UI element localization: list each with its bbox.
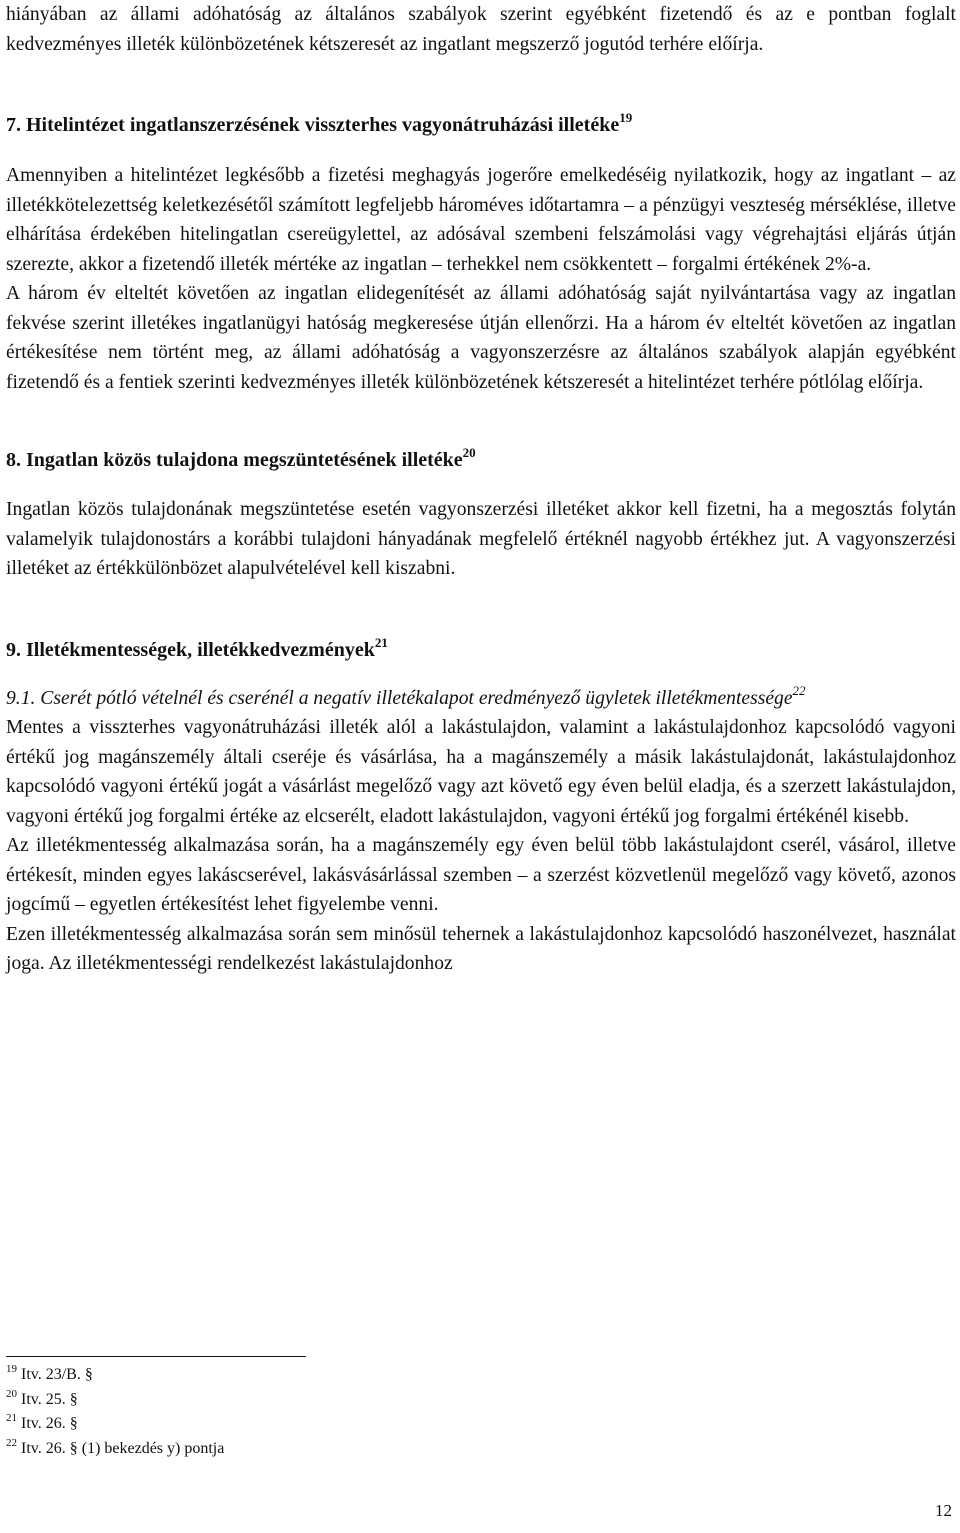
footnote-divider: [6, 1356, 306, 1357]
section-9-paragraph-3: Ezen illetékmentesség alkalmazása során sem minősül tehernek a lakástulajdonhoz kapcsolódó haszonélvezet, használat joga. Az illetékmentességi rendelkezést lakástulajdonhoz: [6, 923, 956, 974]
footnote-text: Itv. 23/B. §: [21, 1366, 93, 1383]
footnote-number: 21: [6, 1412, 17, 1424]
section-7-paragraph-1: Amennyiben a hitelintézet legkésőbb a fizetési meghagyás jogerőre emelkedéséig nyilatkozik, hogy az ingatlant – az illetékkötelezettség keletkezésétől számított legfeljebb hároméves időtartamra – a pénzügyi veszteség mérséklése, illetve elhárítása érdekében hitelingatlan csereügylettel, az adósával szembeni felszámolási vagy végrehajtási eljárás útján szerezte, akkor a fizetendő illeték mértéke az ingatlan – terhekkel nem csökkentett – forgalmi értékének 2%-a.: [6, 165, 956, 275]
document-page: [6, 0, 956, 979]
footnote-ref-20: 20: [462, 445, 476, 460]
footnote-21: [6, 1412, 606, 1437]
subsection-9-1-heading: [6, 684, 956, 714]
footnote-22: [6, 1437, 606, 1462]
section-9-paragraph-2: Az illetékmentesség alkalmazása során, ha a magánszemély egy éven belül több lakástulajdont cserél, vásárol, illetve értékesít, minden egyes lakáscserével, lakásvásárlással szemben – a szerzést közvetlenül megelőző vagy követő, azonos jogcímű – egyetlen értékesítést lehet figyelembe venni.: [6, 835, 956, 915]
footnote-19: [6, 1363, 606, 1388]
section-7-heading-text: 7. Hitelintézet ingatlanszerzésének visszterhes vagyonátruházási illetéke: [6, 114, 620, 136]
footnote-20: [6, 1388, 606, 1413]
section-7-paragraph-2: A három év elteltét követően az ingatlan elidegenítését az állami adóhatóság saját nyilvántartása vagy az ingatlan fekvése szerint illetékes ingatlanügyi hatóság megkeresése útján ellenőrzi. Ha a három év elteltét követően az ingatlan értékesítése nem történt meg, az állami adóhatóság a vagyonszerzésre az általános szabályok alapján egyébként fizetendő és a fentiek szerinti kedvezményes illeték különbözetének kétszeresét a hitelintézet terhére pótlólag előírja.: [6, 283, 956, 393]
footnote-ref-22: 22: [792, 682, 806, 698]
footnote-text: Itv. 26. § (1) bekezdés y) pontja: [21, 1439, 225, 1457]
section-9-heading-text: 9. Illetékmentességek, illetékkedvezmények: [6, 638, 375, 661]
section-8-heading-text: 8. Ingatlan közös tulajdona megszüntetésének illetéke: [6, 449, 463, 471]
footnote-ref-21: 21: [374, 634, 388, 650]
footnote-number: 20: [6, 1387, 17, 1400]
footnote-text: Itv. 25. §: [21, 1390, 78, 1408]
footnotes: [6, 1356, 606, 1461]
footnote-text: Itv. 26. §: [21, 1415, 78, 1432]
footnote-number: 19: [6, 1363, 17, 1375]
intro-paragraph: hiányában az állami adóhatóság az általános szabályok szerint egyébként fizetendő és az e pontban foglalt kedvezményes illeték különbözetének kétszeresét az ingatlant megszerző jogutód terhére előírja.: [6, 4, 956, 55]
subsection-9-1-heading-text: 9.1. Cserét pótló vételnél és cserénél a negatív illetékalapot eredményező ügyletek illetékmentessége: [6, 687, 793, 709]
section-9-heading: [6, 635, 956, 665]
section-7-heading: [6, 110, 956, 140]
section-8-heading: [6, 445, 956, 475]
section-8-paragraph-1: Ingatlan közös tulajdonának megszüntetése esetén vagyonszerzési illetéket akkor kell fizetni, ha a megosztás folytán valamelyik tulajdonostárs a korábbi tulajdoni hányadának megfelelő értéknél nagyobb értékhez jut. A vagyonszerzési illetéket az értékkülönbözet alapulvételével kell kiszabni.: [6, 499, 956, 579]
page-number: 12: [935, 1501, 952, 1520]
footnote-ref-19: 19: [619, 110, 633, 125]
footnote-number: 22: [6, 1436, 17, 1449]
section-9-paragraph-1: Mentes a visszterhes vagyonátruházási illeték alól a lakástulajdon, valamint a lakástulajdonhoz kapcsolódó vagyoni értékű jog magánszemély általi cseréje és vásárlása, ha a magánszemély a másik lakástulajdonát, lakástulajdonhoz kapcsolódó vagyoni értékű jogát a vásárlást megelőző vagy azt követő egy éven belül eladja, és a szerzett lakástulajdon, vagyoni értékű jog forgalmi értéke az elcserélt, eladott lakástulajdon, vagyoni értékű jog forgalmi értékénél kisebb.: [6, 717, 956, 827]
